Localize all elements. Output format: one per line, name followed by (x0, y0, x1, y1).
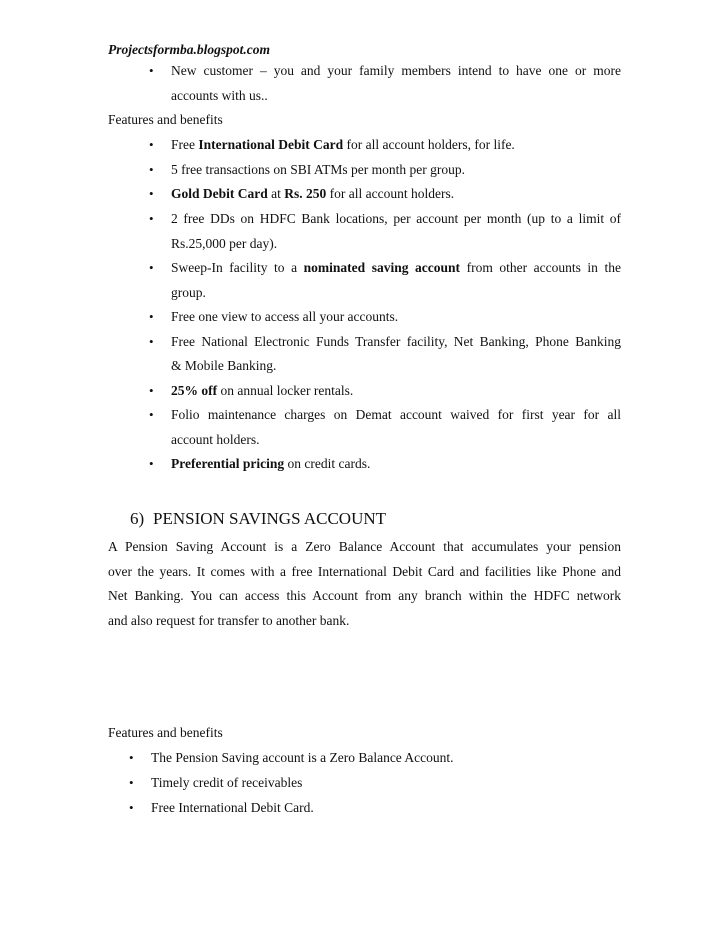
bullet-icon: • (129, 750, 134, 765)
feature-item-line2: & Mobile Banking. (171, 358, 277, 373)
features-heading: Features and benefits (108, 112, 223, 127)
feature-item-line1: 2 free DDs on HDFC Bank locations, per account per month (up to a limit of (171, 211, 621, 226)
bullet-icon: • (149, 137, 154, 152)
feature-item: Free International Debit Card. (151, 800, 314, 815)
bullet-icon: • (149, 334, 154, 349)
bullet-icon: • (149, 211, 154, 226)
feature-item: Gold Debit Card at Rs. 250 for all account holders. (171, 186, 455, 201)
feature-item-line1: Free National Electronic Funds Transfer facility, Net Banking, Phone Banking (171, 334, 621, 349)
feature-item: 5 free transactions on SBI ATMs per month per group. (171, 162, 465, 177)
bullet-icon: • (129, 775, 134, 790)
feature-item-line1: Sweep-In facility to a nominated saving account from other accounts in the (171, 260, 621, 275)
bullet-icon: • (149, 309, 154, 324)
bullet-icon: • (149, 186, 154, 201)
bullet-icon: • (149, 383, 154, 398)
features-heading: Features and benefits (108, 725, 223, 740)
paragraph-line: and also request for transfer to another bank. (108, 613, 350, 628)
paragraph-line: Net Banking. You can access this Account from any branch within the HDFC network (108, 588, 621, 603)
feature-item-line2: Rs.25,000 per day). (171, 236, 278, 251)
feature-item: The Pension Saving account is a Zero Balance Account. (151, 750, 454, 765)
bullet-icon: • (149, 162, 154, 177)
feature-item-line2: account holders. (171, 432, 260, 447)
bullet-icon: • (149, 63, 154, 78)
bullet-icon: • (149, 407, 154, 422)
bullet-icon: • (129, 800, 134, 815)
feature-item: 25% off on annual locker rentals. (171, 383, 354, 398)
paragraph-line: over the years. It comes with a free International Debit Card and facilities like Phone and (108, 564, 621, 579)
feature-item-line1: Folio maintenance charges on Demat account waived for first year for all (171, 407, 621, 422)
feature-item: Free one view to access all your accounts. (171, 309, 399, 324)
section-number: 6) (130, 509, 145, 528)
feature-item: Preferential pricing on credit cards. (171, 456, 371, 471)
site-header: Projectsformba.blogspot.com (108, 42, 270, 57)
feature-item: Timely credit of receivables (151, 775, 303, 790)
feature-item: Free International Debit Card for all account holders, for life. (171, 137, 515, 152)
section-title: PENSION SAVINGS ACCOUNT (153, 509, 387, 528)
bullet-icon: • (149, 260, 154, 275)
intro-bullet-line2: accounts with us.. (171, 88, 268, 103)
feature-item-line2: group. (171, 285, 206, 300)
bullet-icon: • (149, 456, 154, 471)
paragraph-line: A Pension Saving Account is a Zero Balance Account that accumulates your pension (108, 539, 621, 554)
intro-bullet-line1: New customer – you and your family members intend to have one or more (171, 63, 621, 78)
